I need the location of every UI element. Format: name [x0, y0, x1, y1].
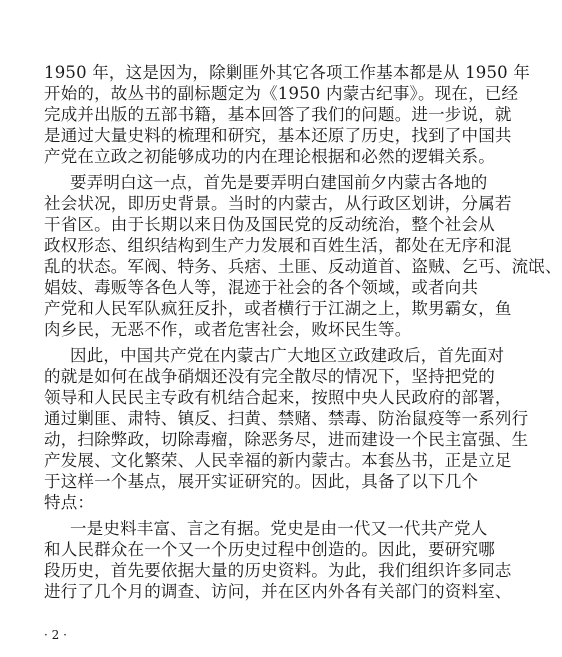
text-line: 领导和人民民主专政有机结合起来，按照中央人民政府的部署，: [44, 388, 512, 407]
text-line: 和人民群众在一个又一个历史过程中创造的。因此，要研究哪: [44, 540, 495, 559]
text-line: 于这样一个基点，展开实证研究的。因此，具备了以下几个: [44, 472, 479, 491]
text-line: 动，扫除弊政，切除毒瘤，除恶务尽，进而建设一个民主富强、生: [44, 430, 529, 449]
text-line: 社会状况，即历史背景。当时的内蒙古，从行政区划讲，分属若: [44, 194, 512, 213]
text-line: 的就是如何在战争硝烟还没有完全散尽的情况下，坚持把党的: [44, 367, 495, 386]
text-line: 娼妓、毒贩等各色人等，混迹于社会的各个领域，或者向共: [44, 278, 479, 297]
text-line: 一是史料丰富、言之有据。党史是由一代又一代共产党人: [70, 519, 488, 538]
text-line: 段历史，首先要依据大量的历史资料。为此，我们组织许多同志: [44, 561, 512, 580]
text-line: 要弄明白这一点，首先是要弄明白建国前夕内蒙古各地的: [70, 173, 488, 192]
text-line: 1950 年，这是因为，除剿匪外其它各项工作基本都是从 1950 年: [44, 63, 531, 82]
text-line: 干省区。由于长期以来日伪及国民党的反动统治，整个社会从: [44, 215, 495, 234]
text-line: 肉乡民，无恶不作，或者危害社会，败坏民生等。: [44, 320, 412, 339]
text-line: 进行了几个月的调查、访问，并在区内外各有关部门的资料室、: [44, 582, 512, 601]
text-line: 政权形态、组织结构到生产力发展和百姓生活，都处在无序和混: [44, 236, 512, 255]
text-line: 产党和人民军队疯狂反扑，或者横行于江湖之上，欺男霸女，鱼: [44, 299, 512, 318]
page-number: · 2 ·: [44, 628, 67, 642]
text-line: 是通过大量史料的梳理和研究，基本还原了历史，找到了中国共: [44, 126, 512, 145]
text-line: 产发展、文化繁荣、人民幸福的新内蒙古。本套丛书，正是立足: [44, 451, 512, 470]
text-line: 特点：: [44, 493, 95, 512]
text-line: 产党在立政之初能够成功的内在理论根据和必然的逻辑关系。: [44, 147, 495, 166]
text-line: 乱的状态。军阀、特务、兵痞、土匪、反动道首、盗贼、乞丐、流氓、: [44, 257, 562, 276]
text-line: 完成并出版的五部书籍，基本回答了我们的问题。进一步说，就: [44, 105, 512, 124]
text-line: 开始的，故丛书的副标题定为《1950 内蒙古纪事》。现在，已经: [44, 84, 519, 103]
text-line: 通过剿匪、肃特、镇反、扫黄、禁赌、禁毒、防治鼠疫等一系列行: [44, 409, 529, 428]
text-line: 因此，中国共产党在内蒙古广大地区立政建政后，首先面对: [70, 346, 505, 365]
